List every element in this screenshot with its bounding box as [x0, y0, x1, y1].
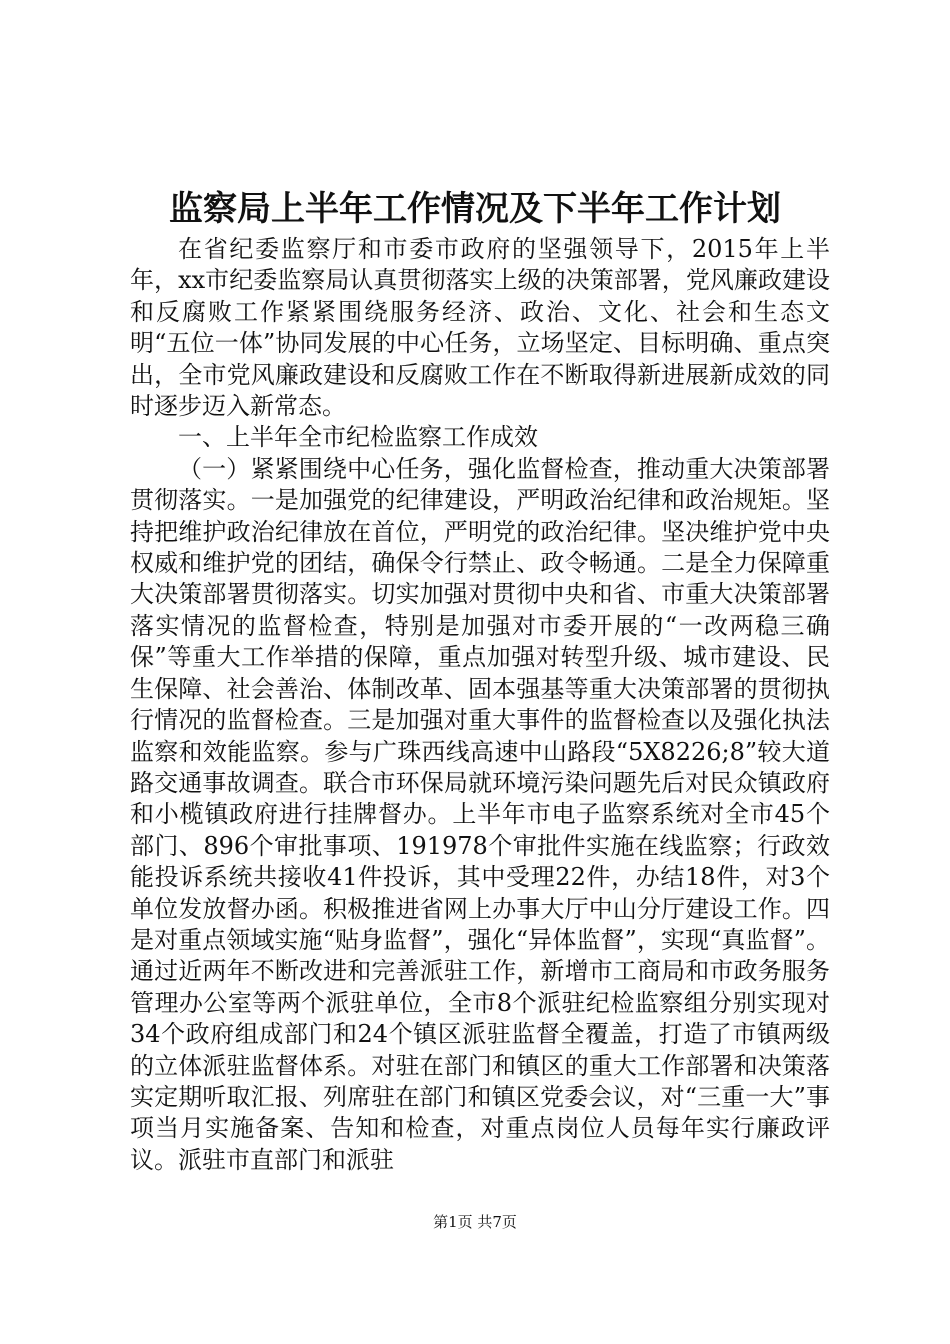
- document-title: 监察局上半年工作情况及下半年工作计划: [169, 189, 781, 229]
- subsection-paragraph: （一）紧紧围绕中心任务，强化监督检查，推动重大决策部署贯彻落实。一是加强党的纪律建设，严明政治纪律和政治规矩。坚持把维护政治纪律放在首位，严明党的政治纪律。坚决维护党中央权威和维护党的团结，确保令行禁止、政令畅通。二是全力保障重大决策部署贯彻落实。切实加强对贯彻中央和省、市重大决策部署落实情况的监督检查，特别是加强对市委开展的“一改两稳三确保”等重大工作举措的保障，重点加强对转型升级、城市建设、民生保障、社会善治、体制改革、固本强基等重大决策部署的贯彻执行情况的监督检查。三是加强对重大事件的监督检查以及强化执法监察和效能监察。参与广珠西线高速中山路段“5X8226;8”较大道路交通事故调查。联合市环保局就环境污染问题先后对民众镇政府和小榄镇政府进行挂牌督办。上半年市电子监察系统对全市45个部门、896个审批事项、191978个审批件实施在线监察；行政效能投诉系统共接收41件投诉，其中受理22件，办结18件，对3个单位发放督办函。积极推进省网上办事大厅中山分厅建设工作。四是对重点领域实施“贴身监督”，强化“异体监督”，实现“真监督”。通过近两年不断改进和完善派驻工作，新增市工商局和市政务服务管理办公室等两个派驻单位，全市8个派驻纪检监察组分别实现对34个政府组成部门和24个镇区派驻监督全覆盖，打造了市镇两级的立体派驻监督体系。对驻在部门和镇区的重大工作部署和决策落实定期听取汇报、列席驻在部门和镇区党委会议，对“三重一大”事项当月实施备案、告知和检查，对重点岗位人员每年实行廉政评议。派驻市直部门和派驻: [130, 454, 830, 1174]
- page-number-footer: 第1页 共7页: [433, 1213, 517, 1231]
- intro-paragraph: 在省纪委监察厅和市委市政府的坚强领导下，2015年上半年，xx市纪委监察局认真贯彻落实上级的决策部署，党风廉政建设和反腐败工作紧紧围绕服务经济、政治、文化、社会和生态文明“五位一体”协同发展的中心任务，立场坚定、目标明确、重点突出，全市党风廉政建设和反腐败工作在不断取得新进展新成效的同时逐步迈入新常态。: [130, 235, 830, 421]
- section-heading: 一、上半年全市纪检监察工作成效: [178, 423, 538, 452]
- document-body: [130, 234, 830, 1176]
